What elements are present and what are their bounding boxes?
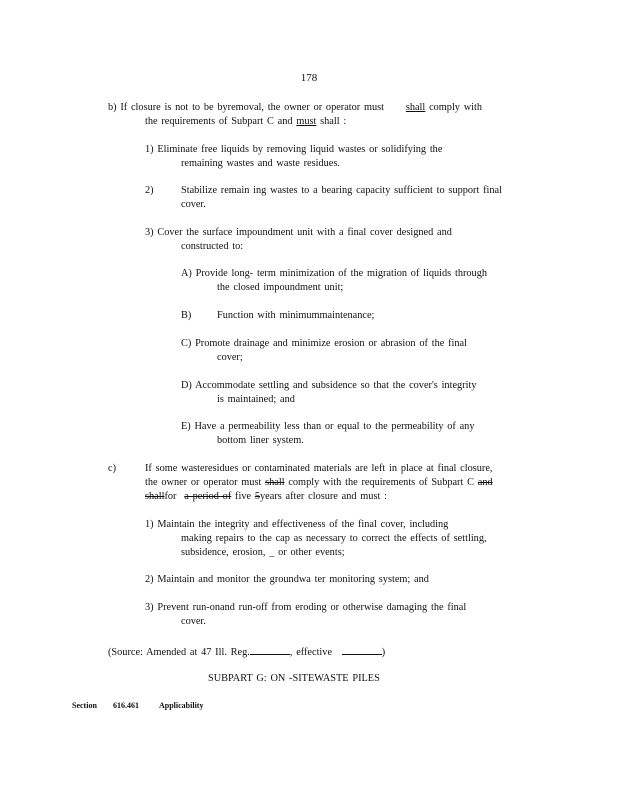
item-C-line-2: cover; [217, 352, 243, 363]
item-E-line-2: bottom liner system. [217, 435, 304, 446]
section-label: Section [72, 701, 97, 710]
paragraph-b-text-end: comply with [429, 102, 483, 113]
text-five: five [235, 491, 252, 502]
item-c1-line-2: making repairs to the cap as necessary to correct the effects of settling, [181, 533, 487, 544]
deleted-text-and: and [477, 477, 493, 488]
paragraph-c-text-3c: years after closure and must : [260, 491, 387, 502]
inserted-text-must: must [296, 116, 317, 127]
paragraph-c-line-3 [145, 491, 387, 503]
paragraph-b-text: b) If closure is not to be byremoval, the owner or operator must [108, 102, 385, 113]
item-b3-line-1: 3) Cover the surface impoundment unit with a final cover designed and [145, 227, 452, 238]
item-B-number: B) [181, 310, 192, 321]
paragraph-b-line-1 [108, 102, 482, 114]
paragraph-c-text-2b: comply with the requirements of Subpart C [288, 477, 474, 488]
paragraph-b-line-2 [145, 116, 346, 128]
item-c3-line-2: cover. [181, 616, 206, 627]
item-E-line-1: E) Have a permeability less than or equal to the permeability of any [181, 421, 475, 432]
source-text: (Source: Amended at 47 Ill. Reg. [108, 647, 250, 658]
source-close-paren: ) [381, 647, 386, 658]
item-c3-line-1: 3) Prevent run-onand run-off from eroding or otherwise damaging the final [145, 602, 467, 613]
item-b3-line-2: constructed to: [181, 241, 244, 252]
item-D-line-1: D) Accommodate settling and subsidence so that the cover's integrity [181, 380, 477, 391]
item-b1-line-1: 1) Eliminate free liquids by removing liquid wastes or solidifying the [145, 144, 443, 155]
deleted-text-shall: shall [265, 477, 285, 488]
source-effective: , effective [289, 647, 333, 658]
item-c1-line-1: 1) Maintain the integrity and effectiveness of the final cover, including [145, 519, 449, 530]
paragraph-c-label: c) [108, 463, 116, 474]
blank-register-volume [250, 645, 290, 655]
paragraph-c-line-2 [145, 477, 493, 489]
text-shall: shall [320, 116, 340, 127]
deleted-text-shall-2: shall [145, 491, 165, 502]
item-c1-line-3: subsidence, erosion, _ or other events; [181, 547, 345, 558]
paragraph-b-text-2: the requirements of Subpart C and [145, 116, 293, 127]
item-b1-line-2: remaining wastes and waste residues. [181, 158, 340, 169]
section-number: 616.461 [113, 701, 139, 710]
blank-insert [388, 102, 406, 114]
deleted-text-shall: shall [405, 102, 426, 113]
section-title: Applicability [159, 701, 204, 710]
item-b2-number: 2) [145, 185, 154, 196]
item-c2-line-1: 2) Maintain and monitor the groundwa ter monitoring system; and [145, 574, 429, 585]
item-A-line-2: the closed impoundment unit; [217, 282, 344, 293]
subpart-heading: SUBPART G: ON -SITEWASTE PILES [208, 673, 380, 684]
item-b2-line-2: cover. [181, 199, 206, 210]
colon: : [343, 116, 347, 127]
page-number: 178 [300, 72, 318, 84]
paragraph-c-line-1: If some wasteresidues or contaminated materials are left in place at final closure, [145, 463, 493, 474]
text-for: for [164, 491, 177, 502]
paragraph-c-text-2: the owner or operator must [145, 477, 262, 488]
deleted-text-a-period-of: a period of [184, 491, 232, 502]
item-A-line-1: A) Provide long- term minimization of the migration of liquids through [181, 268, 487, 279]
source-note [108, 645, 385, 659]
item-C-line-1: C) Promote drainage and minimize erosion or abrasion of the final [181, 338, 467, 349]
item-b2-line-1: Stabilize remain ing wastes to a bearing capacity sufficient to support final [181, 185, 502, 196]
deleted-text-5: 5 [254, 491, 260, 502]
blank-effective-date [342, 645, 382, 655]
item-B-line-1: Function with minimummaintenance; [217, 310, 375, 321]
item-D-line-2: is maintained; and [217, 394, 295, 405]
